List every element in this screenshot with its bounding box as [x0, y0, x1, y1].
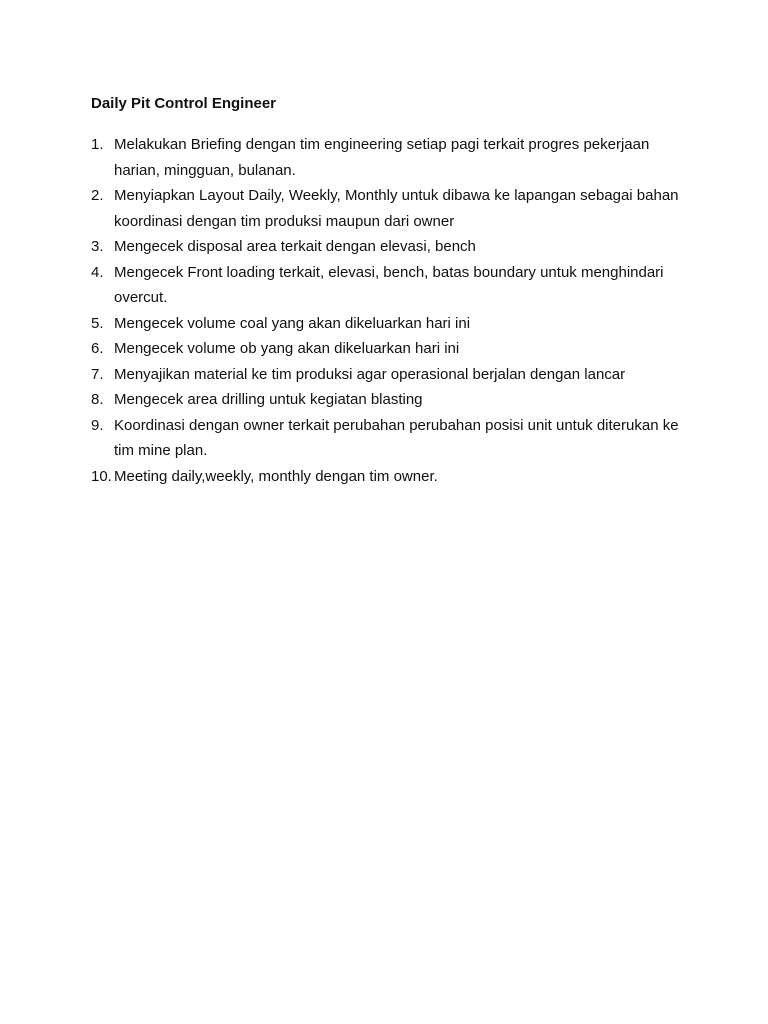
task-list: [0, 132, 768, 489]
list-item-text: Koordinasi dengan owner terkait perubahan perubahan posisi unit untuk diterukan ke tim mine plan.: [114, 416, 679, 459]
list-item: [0, 234, 768, 260]
list-item-text: Menyajikan material ke tim produksi agar operasional berjalan dengan lancar: [114, 365, 626, 383]
list-item: [0, 260, 768, 311]
list-item-number: 9.: [91, 416, 104, 434]
list-item-number: 3.: [91, 238, 104, 255]
list-item: [0, 336, 768, 362]
list-item: [0, 311, 768, 337]
list-item-number: 10.: [91, 467, 112, 485]
document-title: Daily Pit Control Engineer: [91, 95, 277, 112]
list-item-text: Mengecek area drilling untuk kegiatan blasting: [114, 391, 423, 408]
list-item-text: Mengecek volume ob yang akan dikeluarkan hari ini: [114, 340, 460, 357]
list-item: [0, 387, 768, 413]
list-item-number: 1.: [91, 136, 104, 153]
list-item-number: 8.: [91, 391, 104, 408]
list-item-number: 7.: [91, 365, 104, 383]
list-item: [0, 413, 768, 464]
list-item-text: Meeting daily,weekly, monthly dengan tim owner.: [114, 467, 438, 485]
list-item-text: Mengecek volume coal yang akan dikeluarkan hari ini: [114, 314, 471, 332]
list-item: [0, 464, 768, 490]
list-item-number: 4.: [91, 263, 104, 281]
list-item-text: Mengecek Front loading terkait, elevasi, bench, batas boundary untuk menghindari overcut.: [114, 263, 664, 306]
list-item-text: Menyiapkan Layout Daily, Weekly, Monthly untuk dibawa ke lapangan sebagai bahan koordinasi dengan tim produksi maupun dari owner: [114, 187, 679, 230]
list-item-number: 6.: [91, 340, 104, 357]
list-item-text: Mengecek disposal area terkait dengan elevasi, bench: [114, 238, 476, 255]
list-item: [0, 362, 768, 388]
list-item: [0, 183, 768, 234]
list-item-number: 2.: [91, 187, 104, 204]
list-item-number: 5.: [91, 314, 104, 332]
list-item-text: Melakukan Briefing dengan tim engineering setiap pagi terkait progres pekerjaan harian, mingguan, bulanan.: [114, 136, 650, 179]
list-item: [0, 132, 768, 183]
